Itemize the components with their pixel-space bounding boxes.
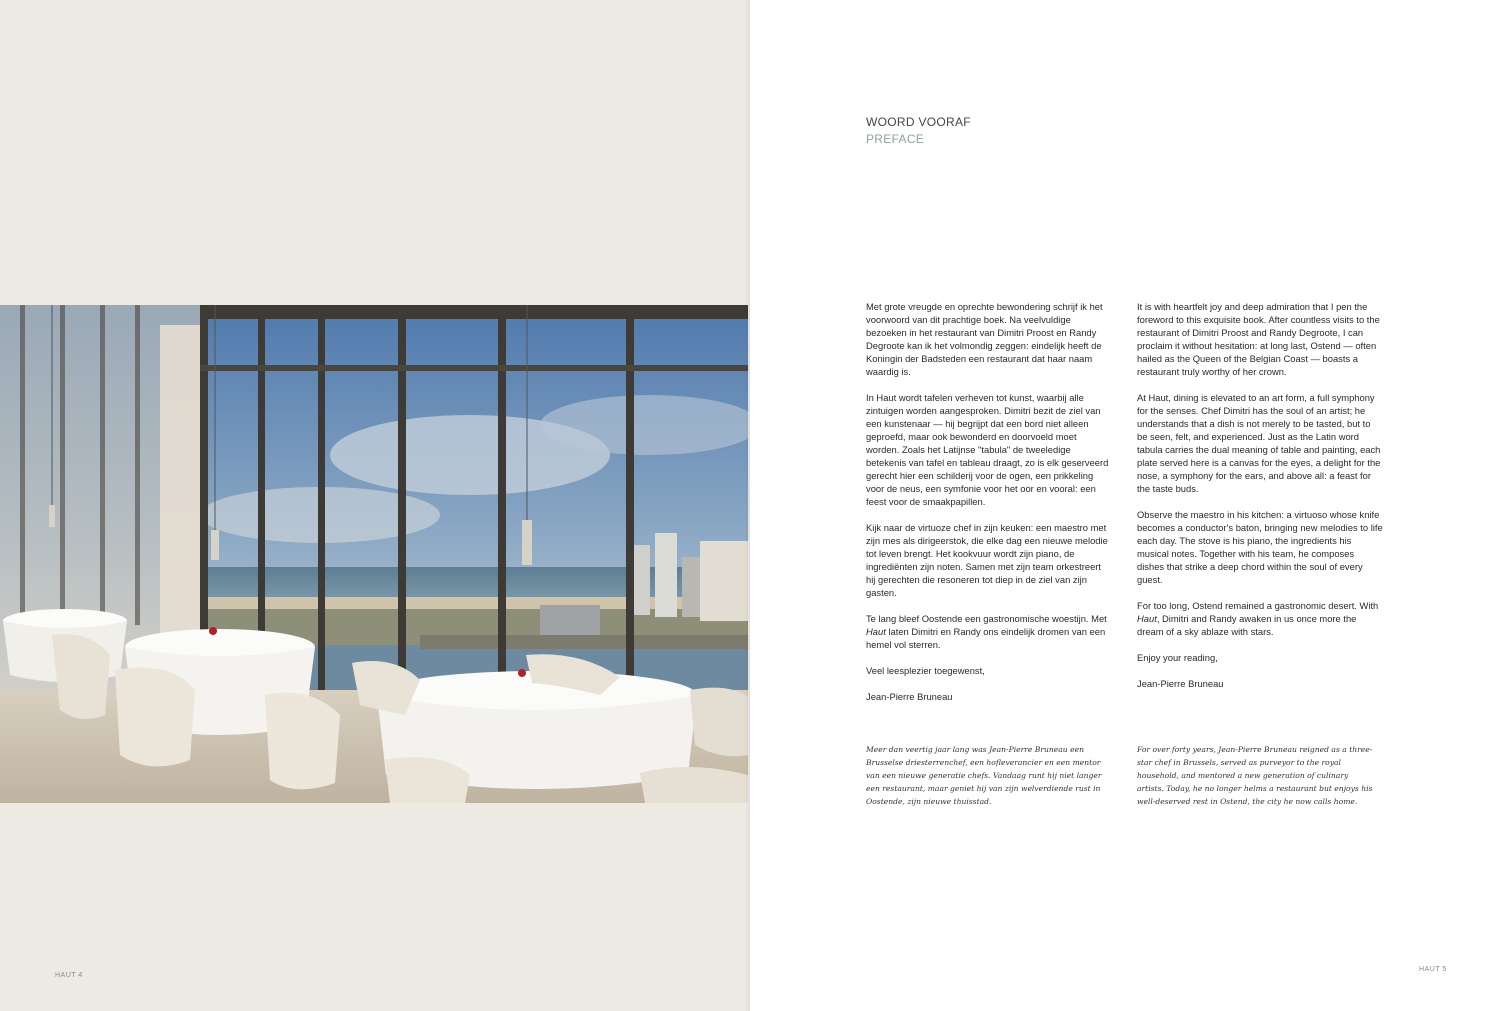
heading-dutch: WOORD VOORAF (866, 115, 971, 129)
dutch-p4-title: Haut (866, 626, 886, 637)
heading-english: PREFACE (866, 132, 925, 146)
dutch-closing: Veel leesplezier toegewenst, (866, 665, 985, 676)
english-text-column (1137, 300, 1383, 690)
dutch-signature: Jean-Pierre Bruneau (866, 691, 953, 702)
dutch-paragraph-1: Met grote vreugde en oprechte bewondering schrijf ik het voorwoord van dit prachtige boek. Na veelvuldige bezoeken in het restaurant van Dimitri Proost en Randy Degroote kan ik het volmondig zeggen: eindelijk heeft de Koningin der Badsteden een restaurant dat haar naam waardig is. (866, 301, 1103, 377)
english-closing: Enjoy your reading, (1137, 652, 1218, 663)
folio-left: HAUT 4 (55, 972, 83, 979)
english-paragraph-1: It is with heartfelt joy and deep admiration that I pen the foreword to this exquisite book. After countless visits to the restaurant of Dimitri Proost and Randy Degroote, I can proclaim it without hesitation: at long last, Ostend — often hailed as the Queen of the Belgian Coast — boasts a restaurant truly worthy of her crown. (1137, 301, 1380, 377)
english-paragraph-3: Observe the maestro in his kitchen: a virtuoso whose knife becomes a conductor's baton, bringing new melodies to life each day. The stove is his piano, the ingredients his musical notes. Together with his team, he composes dishes that strike a deep chord within the soul of every guest. (1137, 509, 1383, 585)
english-paragraph-4 (1137, 599, 1383, 638)
restaurant-interior-illustration (0, 305, 748, 803)
dutch-p4-start: Te lang bleef Oostende een gastronomische woestijn. Met (866, 613, 1107, 624)
english-p4-end: , Dimitri and Randy awaken in us once more the dream of a sky ablaze with stars. (1137, 613, 1357, 637)
english-signature: Jean-Pierre Bruneau (1137, 678, 1224, 689)
english-p4-title: Haut (1137, 613, 1157, 624)
right-page (750, 0, 1500, 1011)
dutch-paragraph-2: In Haut wordt tafelen verheven tot kunst, waarbij alle zintuigen worden aangesproken. Dimitri bezit de ziel van een kunstenaar — hij begrijpt dat een bord niet alleen geproefd, maar ook bewonderd en doorvoeld moet worden. Zoals het Latijnse "tabula" de tweeledige betekenis van tafel en tableau draagt, zo is elk geserveerd gerecht hier een schilderij voor de ogen, een prikkeling voor de neus, een symfonie voor het oor en vooral: een feest voor de smaakpapillen. (866, 392, 1109, 507)
english-paragraph-2: At Haut, dining is elevated to an art form, a full symphony for the senses. Chef Dimitri has the soul of an artist; he understands that a dish is not merely to be tasted, but to be seen, felt, and experienced. Just as the Latin word tabula carries the dual meaning of table and painting, each plate served here is a canvas for the eyes, a delight for the nose, a symphony for the ears, and above all: a feast for the taste buds. (1137, 392, 1381, 494)
folio-right: HAUT 5 (1419, 966, 1447, 973)
dutch-paragraph-4 (866, 612, 1112, 651)
english-p4-start: For too long, Ostend remained a gastronomic desert. With (1137, 600, 1379, 611)
restaurant-photo (0, 305, 748, 803)
dutch-text-column (866, 300, 1112, 703)
dutch-paragraph-3: Kijk naar de virtuoze chef in zijn keuken: een maestro met zijn mes als dirigeerstok, die elke dag een nieuwe melodie tot leven brengt. Het kookvuur wordt zijn piano, de ingrediënten zijn noten. Samen met zijn team orkestreert hij gerechten die resoneren tot diep in de ziel van zijn gasten. (866, 522, 1108, 598)
dutch-p4-end: laten Dimitri en Randy ons eindelijk dromen van een hemel vol sterren. (866, 626, 1106, 650)
dutch-author-bio: Meer dan veertig jaar lang was Jean-Pierre Bruneau een Brusselse driesterrenchef, een hofleverancier en een mentor van een nieuwe generatie chefs. Vandaag runt hij niet langer een restaurant, maar geniet hij van zijn welverdiende rust in Oostende, zijn nieuwe thuisstad. (866, 745, 1102, 806)
english-author-bio: For over forty years, Jean-Pierre Bruneau reigned as a three-star chef in Brussels, served as purveyor to the royal household, and mentored a new generation of culinary artists. Today, he no longer helms a restaurant but enjoys his well-deserved rest in Ostend, the city he now calls home. (1137, 745, 1373, 806)
